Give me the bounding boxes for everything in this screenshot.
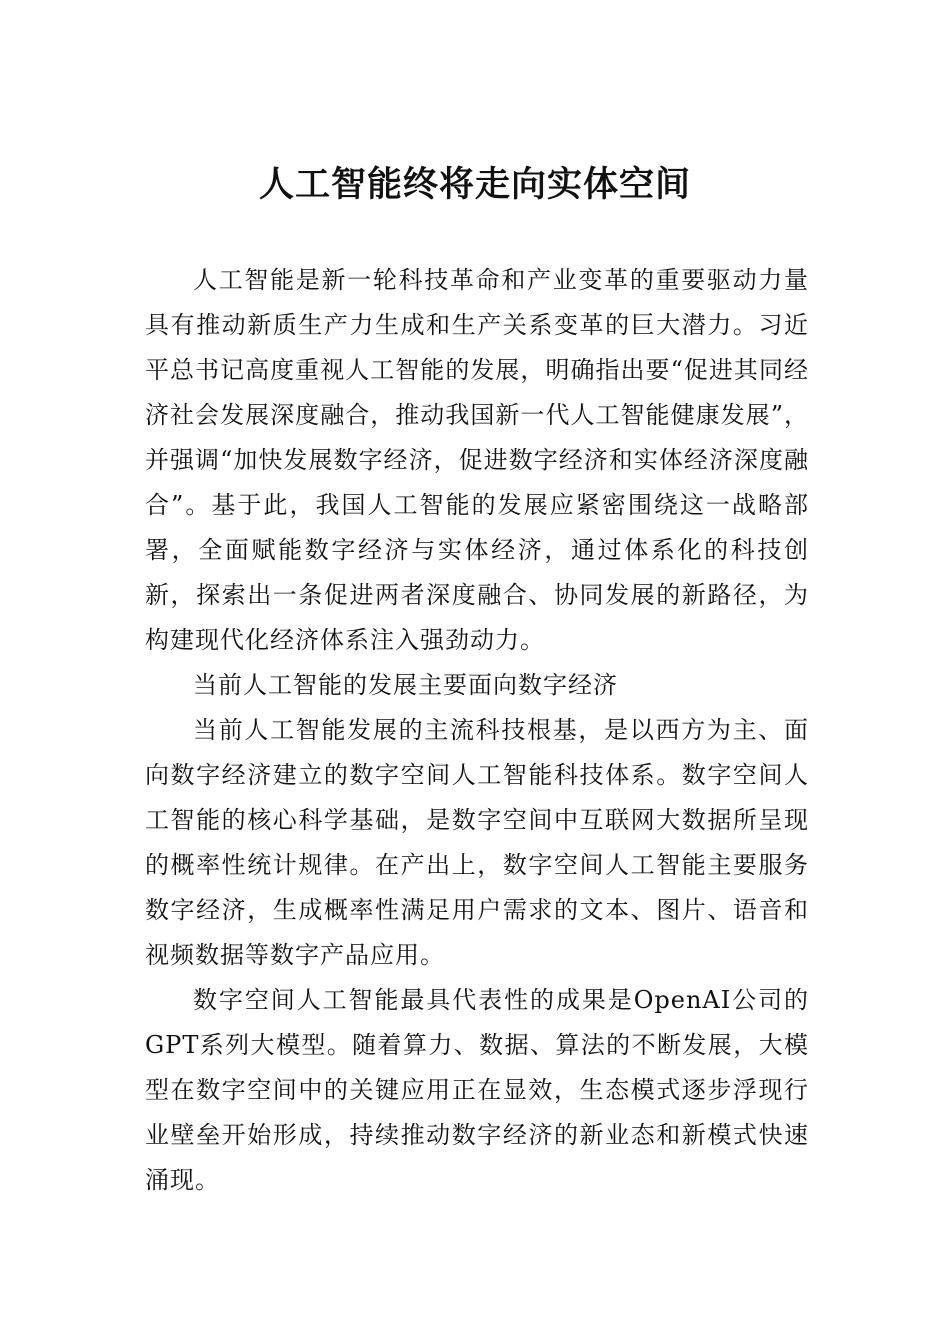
document-title: 人工智能终将走向实体空间 [258, 164, 691, 205]
intro-paragraph: 人工智能是新一轮科技革命和产业变革的重要驱动力量具有推动新质生产力生成和生产关系变革的巨大潜力。习近平总书记高度重视人工智能的发展，明确指出要“促进其同经济社会发展深度融合，推动我国新一代人工智能健康发展”，并强调“加快发展数字经济，促进数字经济和实体经济深度融合”。基于此，我国人工智能的发展应紧密围绕这一战略部署，全面赋能数字经济与实体经济，通过体系化的科技创新，探索出一条促进两者深度融合、协同发展的新路径，为构建现代化经济体系注入强劲动力。 [145, 266, 809, 654]
section-paragraph-2: 数字空间人工智能最具代表性的成果是OpenAI公司的GPT系列大模型。随着算力、数据、算法的不断发展，大模型在数字空间中的关键应用正在显效，生态模式逐步浮现行业壁垒开始形成，持续推动数字经济的新业态和新模式快速涌现。 [145, 986, 809, 1194]
section-paragraph-1: 当前人工智能发展的主流科技根基，是以西方为主、面向数字经济建立的数字空间人工智能科技体系。数字空间人工智能的核心科学基础，是数字空间中互联网大数据所呈现的概率性统计规律。在产出上，数字空间人工智能主要服务数字经济，生成概率性满足用户需求的文本、图片、语音和视频数据等数字产品应用。 [145, 716, 809, 969]
document-body [145, 258, 809, 1203]
section-heading: 当前人工智能的发展主要面向数字经济 [193, 671, 618, 699]
